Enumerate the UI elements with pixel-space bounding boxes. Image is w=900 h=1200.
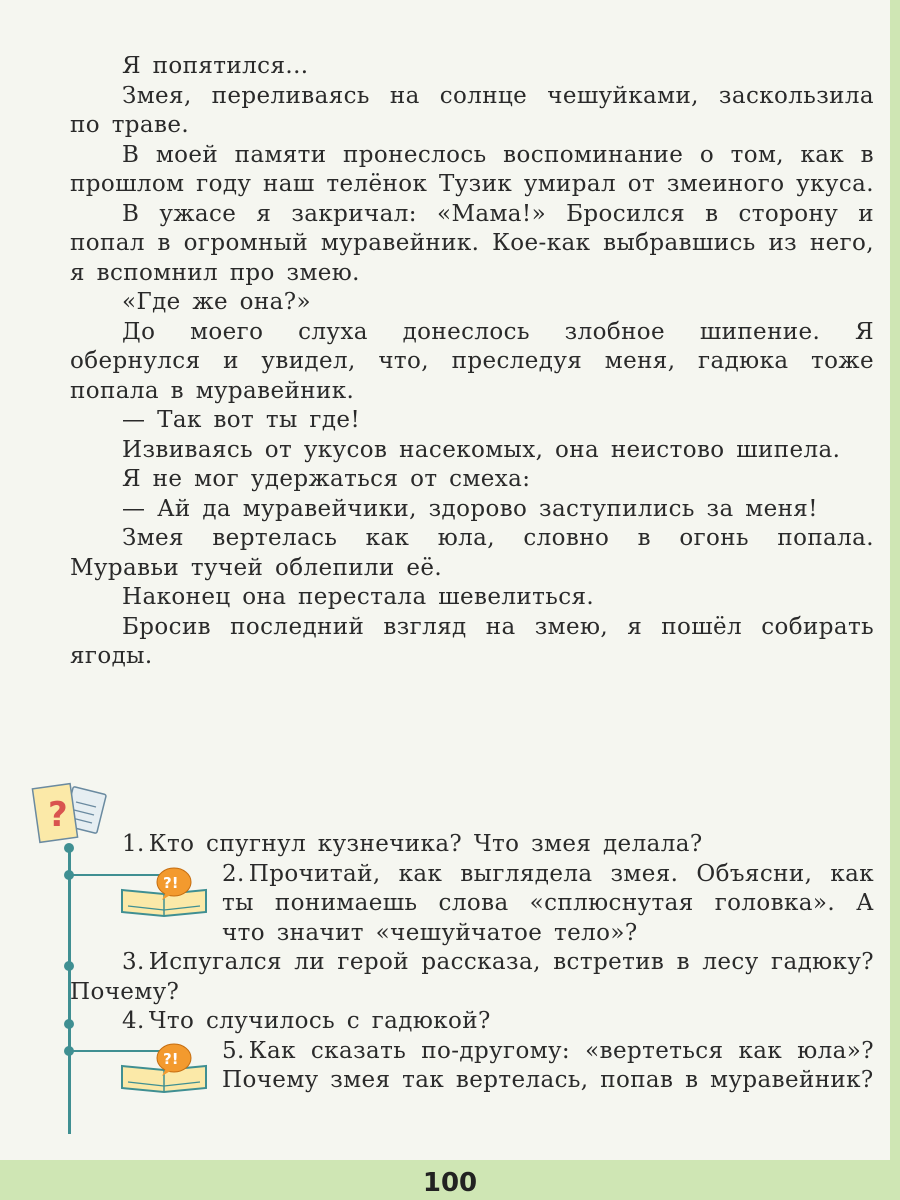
story-paragraph: Я попятился... — [122, 53, 309, 79]
question-list — [70, 830, 874, 1096]
story-paragraph: До моего слуха донеслось злобное шипение. Я обернулся и увидел, что, преследуя меня, гадюка тоже попала в муравейник. — [70, 318, 874, 404]
page-number: 100 — [422, 1168, 478, 1198]
question-item — [70, 1037, 874, 1096]
book-bubble-label: ?! — [163, 874, 179, 892]
story-paragraph: В моей памяти пронеслось воспоминание о том, как в прошлом году наш телёнок Тузик умирал от змеиного укуса. — [70, 141, 874, 197]
story-paragraph: Бросив последний взгляд на змею, я пошёл собирать ягоды. — [70, 613, 874, 669]
question-number: 3. — [122, 949, 145, 975]
story-paragraph: Наконец она перестала шевелиться. — [122, 584, 595, 610]
question-text: Что случилось с гадюкой? — [148, 1008, 491, 1034]
story-paragraph: «Где же она?» — [122, 289, 311, 315]
story-paragraph: В ужасе я закричал: «Мама!» Бросился в сторону и попал в огромный муравейник. Кое-как выбравшись из него, я вспомнил про змею. — [70, 200, 874, 286]
story-text — [70, 52, 874, 672]
question-item — [70, 830, 874, 860]
svg-text:?: ? — [48, 795, 68, 835]
book-bubble-label: ?! — [163, 1050, 179, 1068]
story-paragraph: Я не мог удержаться от смеха: — [122, 466, 531, 492]
question-text: Как сказать по-другому: «вертеться как юла»? Почему змея так вертелась, попав в муравейник? — [222, 1037, 874, 1093]
question-number: 2. — [222, 860, 245, 887]
question-number: 1. — [122, 831, 145, 857]
story-paragraph: — Так вот ты где! — [122, 407, 361, 433]
question-item — [70, 860, 874, 949]
question-text: Прочитай, как выглядела змея. Объясни, как ты понимаешь слова «сплюснутая головка». А что значит «чешуйчатое тело»? — [222, 860, 874, 946]
question-number: 5. — [222, 1037, 245, 1064]
story-paragraph: Змея вертелась как юла, словно в огонь попала. Муравьи тучей облепили её. — [70, 525, 874, 581]
question-number: 4. — [122, 1008, 145, 1034]
story-paragraph: — Ай да муравейчики, здорово заступились за меня! — [122, 495, 818, 522]
question-text: Кто спугнул кузнечика? Что змея делала? — [148, 831, 703, 857]
question-text: Испугался ли герой рассказа, встретив в лесу гадюку? Почему? — [70, 949, 874, 1005]
story-paragraph: Змея, переливаясь на солнце чешуйками, заскользила по траве. — [70, 82, 874, 138]
story-paragraph: Извиваясь от укусов насекомых, она неистово шипела. — [122, 436, 841, 463]
question-item — [70, 948, 874, 1007]
question-item — [70, 1007, 874, 1037]
